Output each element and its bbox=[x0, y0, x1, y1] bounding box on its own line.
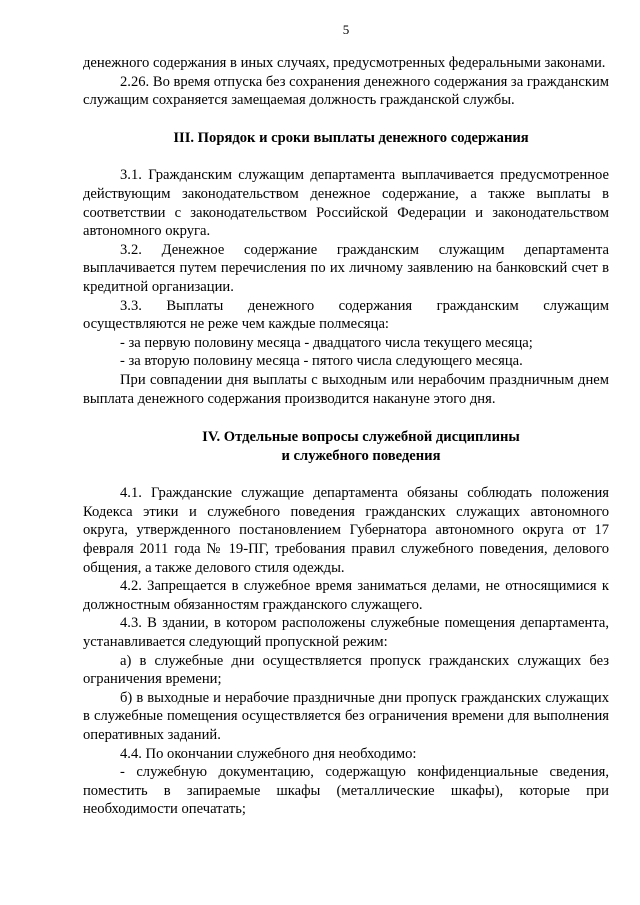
paragraph-4-1: 4.1. Гражданские служащие департамента обязаны соблюдать положения Кодекса этики и служебного поведения гражданских служащих автономного округа, утвержденного постановлением Губернатора автономного округа от 17 февраля 2011 года № 19-ПГ, требования правил служебного поведения, делового общения, а также делового стиля одежды. bbox=[83, 485, 609, 576]
paragraph-holiday-payment: При совпадении дня выплаты с выходным или нерабочим праздничным днем выплата денежного содержания производится накануне этого дня. bbox=[83, 371, 609, 407]
paragraph-4-2: 4.2. Запрещается в служебное время заниматься делами, не относящимися к должностным обязанностям гражданского служащего. bbox=[83, 578, 609, 613]
section-4-heading bbox=[83, 428, 609, 465]
document-page bbox=[83, 22, 609, 819]
paragraph-4-4: 4.4. По окончании служебного дня необходимо: bbox=[120, 745, 417, 762]
list-item-first-half: - за первую половину месяца - двадцатого числа текущего месяца; bbox=[120, 334, 533, 351]
paragraph-4-3-a: а) в служебные дни осуществляется пропуск гражданских служащих без ограничения времени; bbox=[83, 652, 609, 688]
paragraph-continued: денежного содержания в иных случаях, предусмотренных федеральными законами. bbox=[83, 55, 606, 71]
paragraph-4-3-b: б) в выходные и нерабочие праздничные дни пропуск гражданских служащих в служебные помещения осуществляется без ограничения времени для выполнения оперативных заданий. bbox=[83, 689, 609, 743]
paragraph-2-26: 2.26. Во время отпуска без сохранения денежного содержания за гражданским служащим сохраняется замещаемая должность гражданской службы. bbox=[83, 73, 609, 109]
paragraph-3-2: 3.2. Денежное содержание гражданским служащим департамента выплачивается путем перечисления по их личному заявлению на банковский счет в кредитной организации. bbox=[83, 241, 609, 295]
section-3-heading: III. Порядок и сроки выплаты денежного содержания bbox=[173, 129, 529, 146]
page-number: 5 bbox=[342, 22, 350, 37]
paragraph-3-1: 3.1. Гражданским служащим департамента выплачивается предусмотренное действующим законодательством денежное содержание, а также выплаты в соответствии с законодательством Российской Федерации и законодательством автономного округа. bbox=[83, 167, 609, 240]
list-item-second-half: - за вторую половину месяца - пятого числа следующего месяца. bbox=[120, 353, 523, 370]
paragraph-3-3: 3.3. Выплаты денежного содержания гражданским служащим осуществляются не реже чем каждые полмесяца: bbox=[83, 297, 609, 333]
section-4-heading-line2: и служебного поведения bbox=[281, 447, 441, 464]
paragraph-4-3: 4.3. В здании, в котором расположены служебные помещения департамента, устанавливается следующий пропускной режим: bbox=[83, 615, 609, 651]
section-4-heading-line1: IV. Отдельные вопросы служебной дисциплины bbox=[202, 429, 520, 446]
paragraph-4-4-item: - служебную документацию, содержащую конфиденциальные сведения, поместить в запираемые шкафы (металлические шкафы), которые при необходимости опечатать; bbox=[83, 764, 609, 818]
